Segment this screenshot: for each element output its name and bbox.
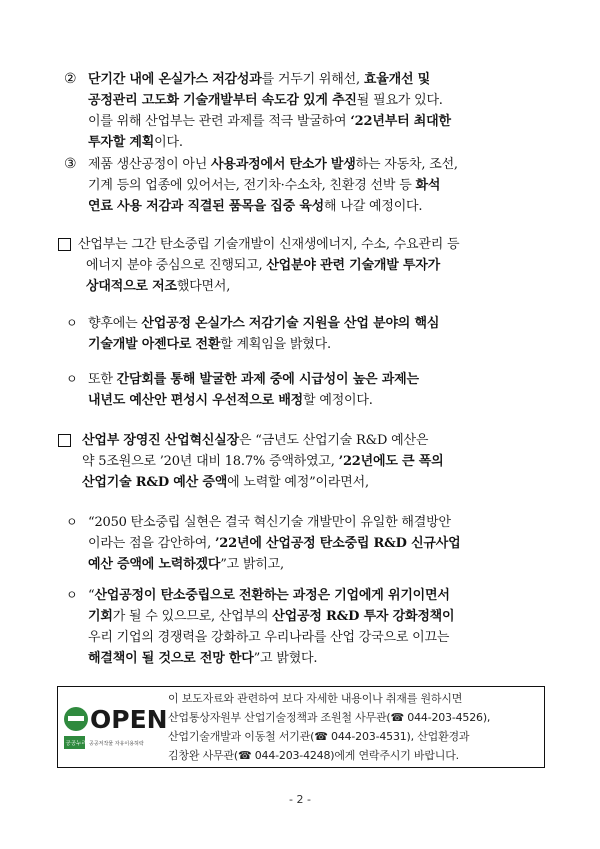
text: 를 거두기 위해선, (261, 72, 364, 87)
text: 에 노력할 예정”이라면서, (227, 475, 369, 490)
bold-text: 예산 증액에 노력하겠다 (88, 557, 221, 572)
text: 기계 등의 업종에 있어서는, 전기차·수소차, 친환경 선박 등 (88, 178, 416, 193)
bold-text: 단기간 내에 온실가스 저감성과 (88, 72, 262, 87)
paragraph-item-2 (88, 69, 548, 153)
bold-text: ‘22년부터 최대한 (350, 114, 451, 129)
text: 우리 기업의 경쟁력을 강화하고 우리나라를 산업 강국으로 이끄는 (88, 630, 450, 645)
paragraph-o-4 (88, 585, 548, 669)
paragraph-box-1 (78, 234, 548, 297)
text: 하는 자동차, 조선, (355, 157, 458, 172)
contact-line: 김창완 사무관(☎ 044-203-4248)에게 연락주시기 바랍니다. (168, 749, 459, 762)
bold-text: 투자할 계획 (88, 135, 155, 150)
square-bullet-icon (58, 434, 71, 447)
paragraph-o-2 (88, 369, 548, 411)
bold-text: 산업공정 온실가스 저감기술 지원을 산업 분야의 핵심 (141, 316, 440, 331)
paragraph-o-3 (88, 512, 548, 575)
text: 이를 위해 산업부는 관련 과제를 적극 발굴하여 (88, 114, 351, 129)
bullet-o-2: ㅇ (66, 372, 78, 386)
item-marker-2: ② (64, 71, 77, 87)
text: 해 나갈 예정이다. (324, 199, 423, 214)
bold-text: 공정관리 고도화 기술개발부터 속도감 있게 추진 (88, 93, 357, 108)
bold-text: 산업공정 R&D 투자 강화정책이 (272, 609, 455, 624)
bold-text: 산업분야 관련 기술개발 투자가 (266, 258, 440, 273)
text: 향후에는 (88, 316, 142, 331)
square-bullet-icon (58, 238, 71, 251)
bold-text: 효율개선 및 (363, 72, 431, 87)
text: 이라는 점을 감안하여, (88, 536, 215, 551)
logo-subtitle: 공공누리 (65, 741, 87, 747)
text: 약 5조원으로 ’20년 대비 18.7% 증액하였고, (82, 454, 339, 469)
logo-text: OPEN (90, 705, 168, 734)
text: 에너지 분야 중심으로 진행되고, (86, 258, 267, 273)
item-marker-3: ③ (64, 156, 77, 172)
bold-text: ’22년에 산업공정 탄소중립 R&D 신규사업 (214, 536, 461, 551)
bullet-box-1 (58, 237, 71, 258)
bullet-box-2 (58, 433, 71, 454)
contact-line: 산업기술개발과 이동철 서기관(☎ 044-203-4531), 산업환경과 (168, 730, 470, 743)
paragraph-box-2 (82, 430, 548, 493)
bold-text: 간담회를 통해 발굴한 과제 중에 시급성이 높은 과제는 (116, 372, 419, 387)
text: 할 예정이다. (303, 393, 373, 408)
bold-text: 내년도 예산안 편성시 우선적으로 배정 (88, 393, 304, 408)
text: 또한 (88, 372, 117, 387)
contact-box (57, 686, 545, 768)
text: 산업부는 그간 탄소중립 기술개발이 신재생에너지, 수소, 수요관리 등 (78, 237, 460, 252)
bold-text: 기술개발 아젠다로 전환 (88, 337, 221, 352)
open-logo-icon (62, 699, 168, 755)
paragraph-item-3 (88, 154, 548, 217)
bold-text: 산업공정이 탄소중립으로 전환하는 과정은 기업에게 위기이면서 (94, 588, 450, 603)
text: 은 “금년도 산업기술 R&D 예산은 (238, 433, 429, 448)
open-license-logo (62, 699, 168, 755)
contact-line: 이 보도자료와 관련하여 보다 자세한 내용이나 취재를 원하시면 (168, 692, 463, 705)
text: 했다면서, (176, 279, 231, 294)
text: “ (88, 588, 95, 603)
text: 될 필요가 있다. (356, 93, 443, 108)
bullet-o-4: ㅇ (66, 588, 78, 602)
logo-caption: 공공저작물 자유이용허락 (89, 741, 144, 747)
contact-line: 산업통상자원부 산업기술정책과 조원철 사무관(☎ 044-203-4526), (168, 711, 491, 724)
bold-text: ’22년에도 큰 폭의 (338, 454, 444, 469)
text: “2050 탄소중립 실현은 결국 혁신기술 개발만이 유일한 해결방안 (88, 515, 451, 530)
text: 이다. (154, 135, 183, 150)
bold-text: 화석 (415, 178, 441, 193)
bold-text: 연료 사용 저감과 직결된 품목을 집중 육성 (88, 199, 325, 214)
text: 제품 생산공정이 아닌 (88, 157, 212, 172)
contact-text (168, 689, 540, 765)
bold-text: 해결책이 될 것으로 전망 한다 (88, 651, 254, 666)
bold-text: 상대적으로 저조 (86, 279, 177, 294)
page-number: - 2 - (289, 793, 311, 806)
text: 가 될 수 있으므로, 산업부의 (112, 609, 273, 624)
text: ”고 밝혔다. (253, 651, 318, 666)
bold-text: 산업부 장영진 산업혁신실장 (82, 433, 239, 448)
text: ”고 밝히고, (220, 557, 284, 572)
paragraph-o-1 (88, 313, 548, 355)
bold-text: 기회 (88, 609, 113, 624)
bold-text: 산업기술 R&D 예산 증액 (82, 475, 228, 490)
bullet-o-1: ㅇ (66, 316, 78, 330)
bullet-o-3: ㅇ (66, 515, 78, 529)
text: 할 계획임을 밝혔다. (220, 337, 331, 352)
bold-text: 사용과정에서 탄소가 발생 (211, 157, 356, 172)
